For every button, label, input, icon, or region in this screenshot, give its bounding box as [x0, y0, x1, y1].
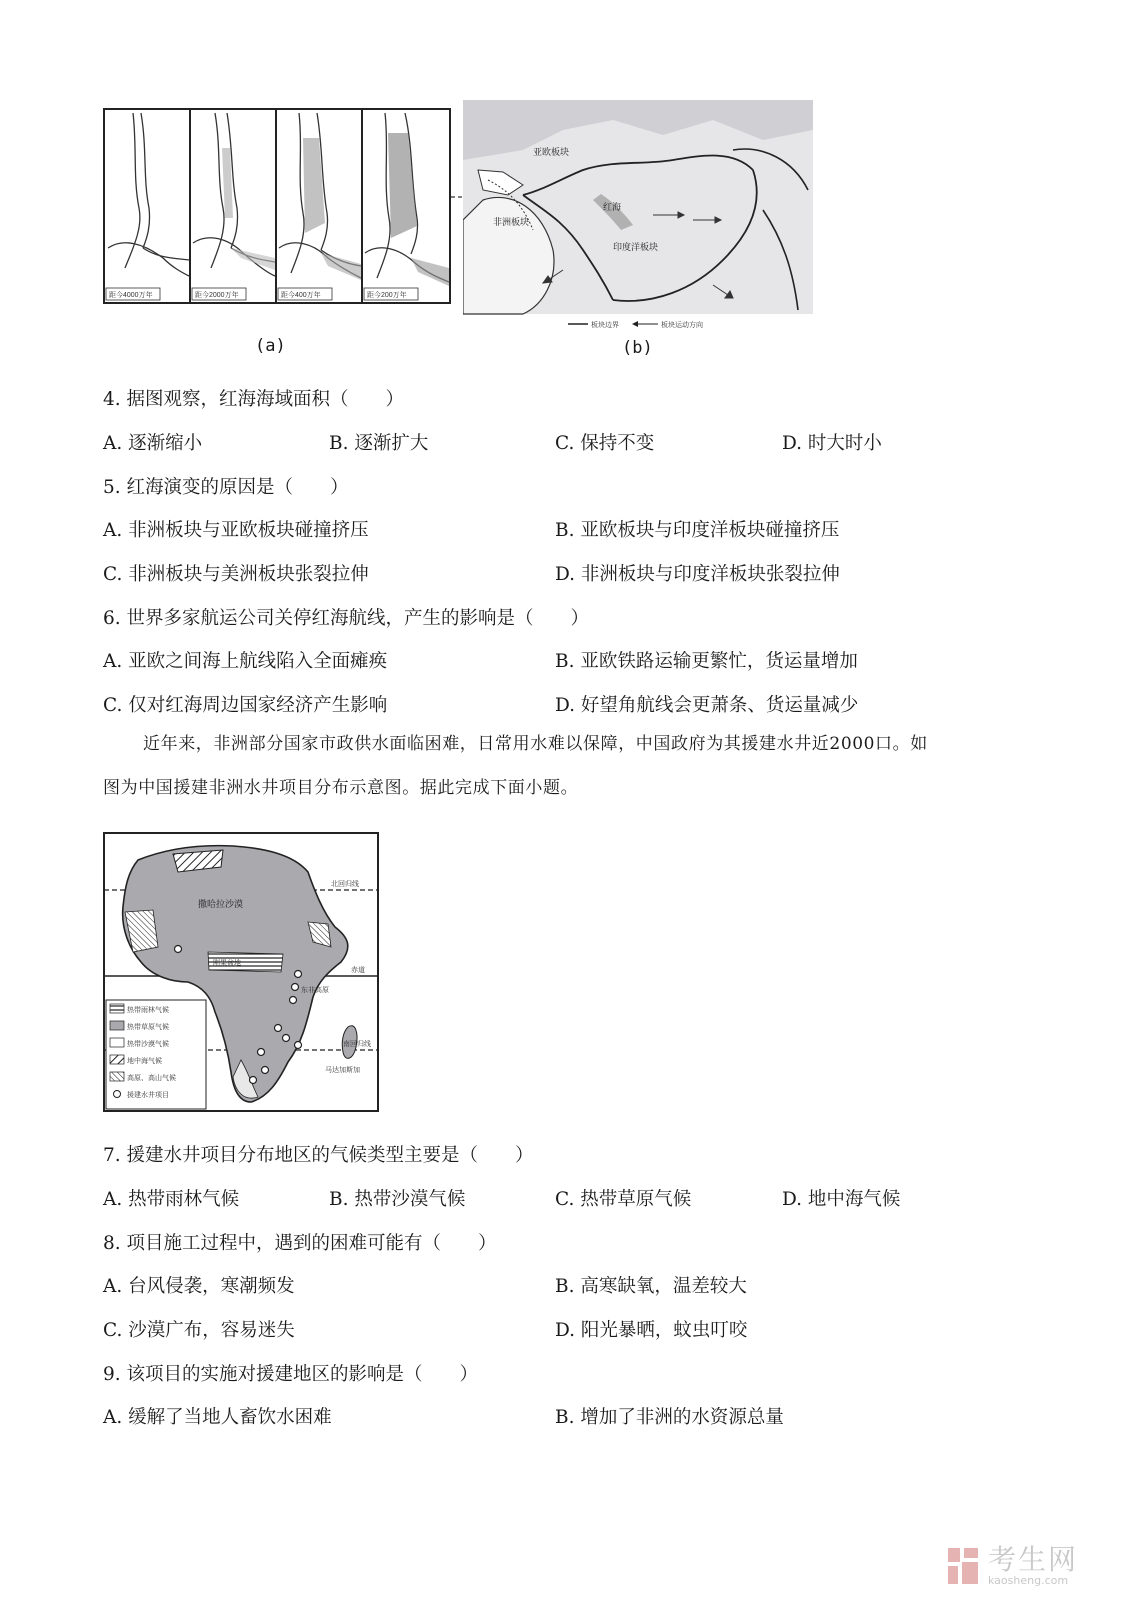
q4-option-a[interactable]: A. 逐渐缩小	[103, 433, 203, 454]
q7-option-b[interactable]: B. 热带沙漠气候	[329, 1189, 466, 1210]
q7-option-a[interactable]: A. 热带雨林气候	[103, 1189, 240, 1210]
question-8: 8. 项目施工过程中，遇到的困难可能有（ ）	[103, 1233, 497, 1254]
legend-plate-boundary: 板块边界	[591, 322, 619, 329]
label-tropic-capricorn: 南回归线	[343, 1041, 371, 1048]
question-9: 9. 该项目的实施对援建地区的影响是（ ）	[103, 1364, 479, 1385]
panel-3-caption: 距今400万年	[281, 292, 321, 299]
question-5: 5. 红海演变的原因是（ ）	[103, 477, 349, 498]
question-7: 7. 援建水井项目分布地区的气候类型主要是（ ）	[103, 1145, 534, 1166]
panel-2-caption: 距今2000万年	[195, 292, 239, 299]
q9-option-a[interactable]: A. 缓解了当地人畜饮水困难	[103, 1407, 332, 1428]
q6-option-b[interactable]: B. 亚欧铁路运输更繁忙，货运量增加	[555, 651, 858, 672]
question-4: 4. 据图观察，红海海域面积（ ）	[103, 389, 405, 410]
q6-option-a[interactable]: A. 亚欧之间海上航线陷入全面瘫痪	[103, 651, 388, 672]
q7-option-d[interactable]: D. 地中海气候	[782, 1189, 901, 1210]
watermark-url: kaosheng.com	[988, 1574, 1069, 1587]
label-eurasian-plate: 亚欧板块	[533, 147, 570, 157]
africa-water-well-map	[103, 832, 379, 1112]
q5-option-d[interactable]: D. 非洲板块与印度洋板块张裂拉伸	[555, 564, 840, 585]
passage-line-1: 近年来，非洲部分国家市政供水面临困难，日常用水难以保障，中国政府为其援建水井近2000口。如	[143, 734, 928, 754]
label-madagascar: 马达加斯加	[325, 1067, 360, 1074]
q5-option-b[interactable]: B. 亚欧板块与印度洋板块碰撞挤压	[555, 520, 840, 541]
label-equator: 赤道	[351, 967, 365, 974]
q8-option-b[interactable]: B. 高寒缺氧，温差较大	[555, 1276, 747, 1297]
figure-b-label: (b)	[622, 338, 653, 358]
label-indian-plate: 印度洋板块	[613, 242, 659, 252]
watermark-brand: 考生网	[988, 1543, 1079, 1576]
legend-savanna: 热带草原气候	[127, 1024, 169, 1031]
q4-option-c[interactable]: C. 保持不变	[555, 433, 655, 454]
legend-water-well: 援建水井项目	[127, 1092, 169, 1099]
q7-option-c[interactable]: C. 热带草原气候	[555, 1189, 692, 1210]
legend-desert: 热带沙漠气候	[127, 1041, 169, 1048]
figure-b-plate-map	[463, 100, 813, 332]
question-6: 6. 世界多家航运公司关停红海航线，产生的影响是（ ）	[103, 608, 590, 629]
label-sahara: 撒哈拉沙漠	[198, 899, 244, 909]
watermark	[946, 1545, 1078, 1587]
q8-option-d[interactable]: D. 阳光暴晒，蚊虫叮咬	[555, 1320, 748, 1341]
passage-line-2: 图为中国援建非洲水井项目分布示意图。据此完成下面小题。	[103, 778, 579, 798]
legend-plate-motion: 板块运动方向	[661, 322, 703, 329]
q8-option-c[interactable]: C. 沙漠广布，容易迷失	[103, 1320, 295, 1341]
q4-option-d[interactable]: D. 时大时小	[782, 433, 882, 454]
legend-mediterranean: 地中海气候	[127, 1058, 162, 1065]
panel-4-caption: 距今200万年	[367, 292, 407, 299]
watermark-logo-icon	[946, 1546, 982, 1586]
q5-option-c[interactable]: C. 非洲板块与美洲板块张裂拉伸	[103, 564, 369, 585]
label-african-plate: 非洲板块	[493, 217, 530, 227]
q6-option-d[interactable]: D. 好望角航线会更萧条、货运量减少	[555, 695, 859, 716]
q9-option-b[interactable]: B. 增加了非洲的水资源总量	[555, 1407, 784, 1428]
figure-a-label: (a)	[255, 336, 286, 356]
q6-option-c[interactable]: C. 仅对红海周边国家经济产生影响	[103, 695, 388, 716]
q4-option-b[interactable]: B. 逐渐扩大	[329, 433, 429, 454]
label-east-african-plateau: 东非高原	[301, 987, 329, 994]
q8-option-a[interactable]: A. 台风侵袭，寒潮频发	[103, 1276, 295, 1297]
legend-rainforest: 热带雨林气候	[127, 1007, 169, 1014]
label-tropic-cancer: 北回归线	[331, 881, 359, 888]
q5-option-a[interactable]: A. 非洲板块与亚欧板块碰撞挤压	[103, 520, 369, 541]
label-congo-basin: 刚果盆地	[213, 960, 241, 967]
figure-a-panels	[103, 108, 451, 304]
legend-highland: 高原、高山气候	[127, 1075, 176, 1082]
passage	[103, 722, 1038, 810]
panel-1-caption: 距今4000万年	[109, 292, 153, 299]
label-red-sea: 红海	[603, 202, 622, 212]
